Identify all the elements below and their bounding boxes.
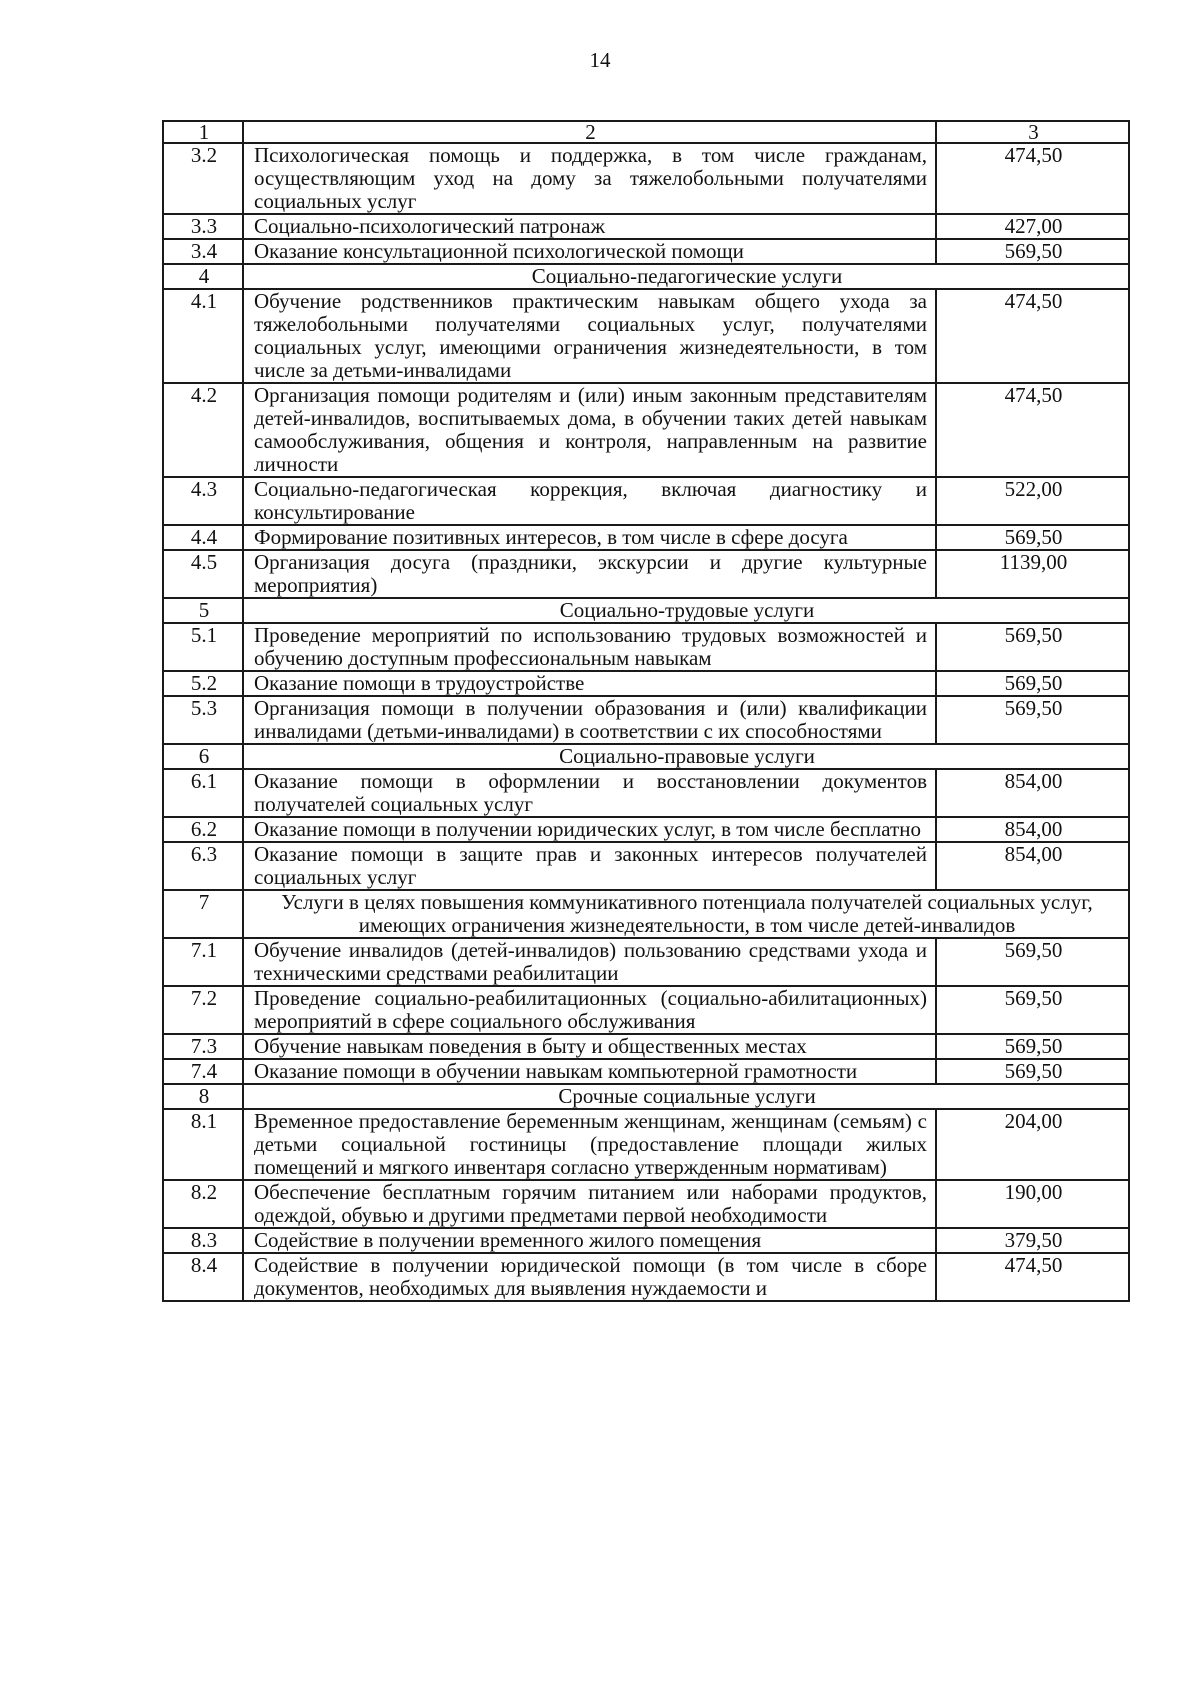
service-row — [163, 623, 1129, 671]
section-row — [163, 890, 1129, 938]
section-row — [163, 264, 1129, 289]
service-row — [163, 383, 1129, 477]
service-description: Оказание помощи в защите прав и законных интересов получателей социальных услуг — [243, 842, 936, 890]
service-description: Обучение родственников практическим навыкам общего ухода за тяжелобольными получателями социальных услуг, получателями социальных услуг, имеющими ограничения жизнедеятельности, в том числе за детьми-инвалидами — [243, 289, 936, 383]
service-number: 5.3 — [163, 696, 243, 744]
service-price: 854,00 — [936, 817, 1129, 842]
service-price: 569,50 — [936, 696, 1129, 744]
service-row — [163, 1253, 1129, 1301]
service-description: Обучение навыкам поведения в быту и общественных местах — [243, 1034, 936, 1059]
section-title: Срочные социальные услуги — [243, 1084, 1129, 1109]
service-description: Обеспечение бесплатным горячим питанием или наборами продуктов, одеждой, обувью и другими предметами первой необходимости — [243, 1180, 936, 1228]
service-description: Социально-психологический патронаж — [243, 214, 936, 239]
service-price: 569,50 — [936, 671, 1129, 696]
section-number: 7 — [163, 890, 243, 938]
service-description: Формирование позитивных интересов, в том числе в сфере досуга — [243, 525, 936, 550]
service-number: 4.2 — [163, 383, 243, 477]
service-number: 4.1 — [163, 289, 243, 383]
service-row — [163, 1059, 1129, 1084]
service-number: 3.4 — [163, 239, 243, 264]
service-description: Оказание помощи в трудоустройстве — [243, 671, 936, 696]
service-row — [163, 289, 1129, 383]
service-price: 522,00 — [936, 477, 1129, 525]
header-col-2: 2 — [243, 121, 936, 143]
service-number: 6.1 — [163, 769, 243, 817]
service-number: 5.2 — [163, 671, 243, 696]
service-price: 1139,00 — [936, 550, 1129, 598]
service-number: 8.4 — [163, 1253, 243, 1301]
service-description: Оказание помощи в обучении навыкам компьютерной грамотности — [243, 1059, 936, 1084]
service-price: 379,50 — [936, 1228, 1129, 1253]
service-number: 7.4 — [163, 1059, 243, 1084]
service-row — [163, 671, 1129, 696]
service-row — [163, 1180, 1129, 1228]
service-price: 190,00 — [936, 1180, 1129, 1228]
service-number: 4.4 — [163, 525, 243, 550]
service-row — [163, 1109, 1129, 1180]
service-number: 5.1 — [163, 623, 243, 671]
service-description: Организация помощи в получении образования и (или) квалификации инвалидами (детьми-инвалидами) в соответствии с их способностями — [243, 696, 936, 744]
service-row — [163, 1228, 1129, 1253]
service-row — [163, 239, 1129, 264]
service-description: Психологическая помощь и поддержка, в том числе гражданам, осуществляющим уход на дому за тяжелобольными получателями социальных услуг — [243, 143, 936, 214]
service-number: 8.3 — [163, 1228, 243, 1253]
service-price: 854,00 — [936, 842, 1129, 890]
service-row — [163, 214, 1129, 239]
service-row — [163, 477, 1129, 525]
service-price: 427,00 — [936, 214, 1129, 239]
section-row — [163, 1084, 1129, 1109]
service-row — [163, 1034, 1129, 1059]
section-number: 6 — [163, 744, 243, 769]
service-number: 7.1 — [163, 938, 243, 986]
service-description: Содействие в получении юридической помощи (в том числе в сборе документов, необходимых для выявления нуждаемости и — [243, 1253, 936, 1301]
section-title: Социально-правовые услуги — [243, 744, 1129, 769]
service-row — [163, 769, 1129, 817]
service-description: Оказание консультационной психологической помощи — [243, 239, 936, 264]
service-number: 7.2 — [163, 986, 243, 1034]
service-description: Обучение инвалидов (детей-инвалидов) пользованию средствами ухода и техническими средствами реабилитации — [243, 938, 936, 986]
service-row — [163, 986, 1129, 1034]
services-tariff-table — [162, 120, 1130, 1302]
service-description: Содействие в получении временного жилого помещения — [243, 1228, 936, 1253]
service-row — [163, 143, 1129, 214]
section-title: Социально-трудовые услуги — [243, 598, 1129, 623]
service-price: 569,50 — [936, 239, 1129, 264]
service-row — [163, 817, 1129, 842]
service-number: 7.3 — [163, 1034, 243, 1059]
service-price: 569,50 — [936, 1034, 1129, 1059]
service-number: 6.2 — [163, 817, 243, 842]
service-number: 8.1 — [163, 1109, 243, 1180]
table-header-row — [163, 121, 1129, 143]
service-price: 569,50 — [936, 938, 1129, 986]
section-row — [163, 598, 1129, 623]
service-price: 474,50 — [936, 383, 1129, 477]
service-row — [163, 525, 1129, 550]
service-price: 204,00 — [936, 1109, 1129, 1180]
service-price: 569,50 — [936, 1059, 1129, 1084]
service-row — [163, 938, 1129, 986]
service-description: Социально-педагогическая коррекция, включая диагностику и консультирование — [243, 477, 936, 525]
service-price: 569,50 — [936, 623, 1129, 671]
service-price: 854,00 — [936, 769, 1129, 817]
header-col-1: 1 — [163, 121, 243, 143]
section-number: 8 — [163, 1084, 243, 1109]
service-description: Проведение социально-реабилитационных (социально-абилитационных) мероприятий в сфере социального обслуживания — [243, 986, 936, 1034]
section-title: Социально-педагогические услуги — [243, 264, 1129, 289]
service-row — [163, 842, 1129, 890]
service-price: 474,50 — [936, 143, 1129, 214]
page-number: 14 — [589, 48, 611, 72]
service-description: Временное предоставление беременным женщинам, женщинам (семьям) с детьми социальной гостиницы (предоставление площади жилых помещений и мягкого инвентаря согласно утвержденным нормативам) — [243, 1109, 936, 1180]
service-number: 4.5 — [163, 550, 243, 598]
service-price: 474,50 — [936, 1253, 1129, 1301]
service-number: 4.3 — [163, 477, 243, 525]
section-number: 5 — [163, 598, 243, 623]
service-description: Оказание помощи в оформлении и восстановлении документов получателей социальных услуг — [243, 769, 936, 817]
service-price: 569,50 — [936, 986, 1129, 1034]
service-row — [163, 696, 1129, 744]
service-number: 6.3 — [163, 842, 243, 890]
header-col-3: 3 — [936, 121, 1129, 143]
service-description: Оказание помощи в получении юридических услуг, в том числе бесплатно — [243, 817, 936, 842]
service-number: 8.2 — [163, 1180, 243, 1228]
service-number: 3.2 — [163, 143, 243, 214]
service-price: 474,50 — [936, 289, 1129, 383]
service-description: Проведение мероприятий по использованию трудовых возможностей и обучению доступным профессиональным навыкам — [243, 623, 936, 671]
service-number: 3.3 — [163, 214, 243, 239]
section-row — [163, 744, 1129, 769]
service-description: Организация помощи родителям и (или) иным законным представителям детей-инвалидов, воспитываемых дома, в обучении таких детей навыкам самообслуживания, общения и контроля, направленным на развитие личности — [243, 383, 936, 477]
section-number: 4 — [163, 264, 243, 289]
service-description: Организация досуга (праздники, экскурсии и другие культурные мероприятия) — [243, 550, 936, 598]
service-row — [163, 550, 1129, 598]
section-title: Услуги в целях повышения коммуникативного потенциала получателей социальных услуг, имеющих ограничения жизнедеятельности, в том числе детей-инвалидов — [243, 890, 1129, 938]
service-price: 569,50 — [936, 525, 1129, 550]
